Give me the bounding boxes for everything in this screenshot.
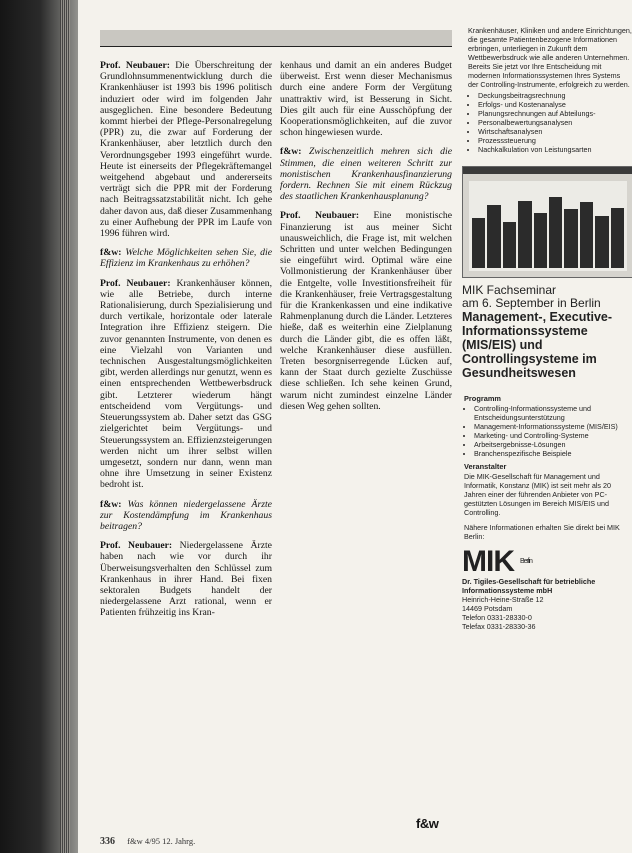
column-2: [280, 60, 452, 420]
journal-page: [78, 0, 632, 853]
list-item: • Erfolgs- und Kostenanalyse: [478, 100, 632, 109]
speaker-name: Prof. Neubauer:: [100, 277, 171, 289]
advertisement: [462, 26, 632, 826]
screenshot-bar: [595, 216, 608, 268]
page-footer: [100, 836, 195, 847]
paragraph-text: kenhaus und damit an ein anderes Budget überweist. Erst wenn dieser Mechanismus durch eine andere Form der Vergütung unattraktiv wird, ist Besserung in Sicht. Dies gilt auch für eine Ausschöpfung der Kooperationsmöglichkeiten, auf die zuvor schon hingewiesen wurde.: [280, 60, 452, 139]
question-lead: f&w:: [100, 247, 122, 259]
screenshot-bar: [580, 202, 593, 268]
organizer-text: Die MIK-Gesellschaft für Management und Informatik, Konstanz (MIK) ist seit mehr als 20 Jahren einer der führenden Anbieter von PC-gestützten Lösungen im Bereich MIS/EIS und Controlling.: [464, 472, 611, 517]
seminar-line-2: am 6. September in Berlin: [462, 296, 601, 310]
more-info-text: Nähere Informationen erhalten Sie direkt bei MIK Berlin:: [464, 523, 620, 541]
paragraph-text: Eine monistische Finanzierung ist aus meiner Sicht unausweichlich, die Frage ist, mit welchen Schritten und unter welchen Bedingungen sie eingeführt wird. Optimal wäre eine Vollmonistierung der Krankenhäuser über die Entgelte, volle Investitionsfreiheit für die Krankenhäuser, freie Vertragsgestaltung für die Krankenkassen und eine indikative Rahmenplanung durch die Länder. Letzteres hieße, daß es weiterhin eine Zielplanung durch die Länder gibt, die es offen läßt, welche Krankenhäuser diese ausfüllen. Treten besorgniserregende Lücken auf, kann der Staat durch gezielte Zuschüsse diese schließen. Ich sehe keinen Grund, warum nicht zumindest einzelne Länder diesen Weg gehen sollten.: [280, 210, 452, 412]
interview-paragraph: [280, 210, 452, 412]
seminar-title: Management-, Executive-Informationssysteme (MIS/EIS) und Controllingsysteme im Gesundheitswesen: [462, 310, 613, 380]
list-item: • Marketing- und Controlling-Systeme: [474, 431, 632, 440]
list-item: • Wirtschaftsanalysen: [478, 127, 632, 136]
paragraph-text: Welche Möglichkeiten sehen Sie, die Effizienz im Krankenhaus zu erhöhen?: [100, 247, 272, 270]
mik-logo-text: MIK: [462, 545, 514, 578]
program-list: [464, 404, 632, 458]
list-item: • Nachkalkulation von Leistungsarten: [478, 145, 632, 154]
list-item: • Prozesssteuerung: [478, 136, 632, 145]
screenshot-bar: [611, 208, 624, 268]
paragraph-text: Niedergelassene Ärzte haben nach wie vor durch ihr Überweisungsverhalten den Schlüssel zum Krankenhaus in ihrer Hand. Bei fixen sektoralen Budgets handelt der niedergelassene Arzt rational, wenn er Patienten frühzeitig ins Kran-: [100, 540, 272, 619]
screenshot-chart: [469, 181, 627, 271]
screenshot-bar: [549, 197, 562, 268]
list-item: • Controlling-Informationssysteme und Entscheidungsunterstützung: [474, 404, 632, 422]
interview-paragraph: [100, 540, 272, 618]
question-lead: f&w:: [280, 146, 302, 158]
screenshot-titlebar: [463, 167, 632, 174]
page-edges: [60, 0, 70, 853]
list-item: • Arbeitsergebnisse-Lösungen: [474, 440, 632, 449]
question-lead: f&w:: [100, 498, 122, 510]
journal-issue: f&w 4/95 12. Jahrg.: [127, 836, 196, 846]
interview-paragraph: [100, 60, 272, 239]
ad-feature-list: [468, 91, 632, 154]
list-item: • Branchenspezifische Beispiele: [474, 449, 632, 458]
interview-paragraph: [280, 60, 452, 138]
ad-address: [462, 577, 632, 631]
company-name: Dr. Tigiles-Gesellschaft für betriebliche Informationssysteme mbH: [462, 577, 596, 595]
mik-logo: [462, 547, 632, 577]
speaker-name: Prof. Neubauer:: [100, 540, 173, 552]
city: 14469 Potsdam: [462, 604, 513, 613]
page-number: 336: [100, 836, 115, 847]
fw-logo: f&w: [416, 816, 439, 831]
speaker-name: Prof. Neubauer:: [280, 210, 360, 222]
interview-question: [280, 146, 452, 202]
interview-paragraph: [100, 278, 272, 491]
screenshot-bar: [564, 209, 577, 268]
phone: Telefon 0331-28330-0: [462, 613, 532, 622]
organizer-heading: Veranstalter: [464, 462, 507, 471]
screenshot-bar: [518, 201, 531, 268]
screenshot-bar: [534, 213, 547, 268]
screenshot-bar: [472, 218, 485, 268]
ad-intro-block: [462, 26, 632, 154]
screenshot-bar: [487, 205, 500, 268]
ad-program: [462, 394, 632, 541]
screenshot-bar: [503, 222, 516, 268]
paragraph-text: Die Überschreitung der Grundlohnsummenentwicklung durch die Krankenhäuser ist 1993 bis 1996 politisch induziert oder wird im folgenden Jahr ausgeglichen. Eine besondere Bedeutung kommt hierbei der Pflege-Personalregelung (PPR) zu, die zwar auf Forderung der Krankenhäuser, aber letztlich durch den Verordnungsgeber 1993 eingeführt wurde. Heute ist einerseits der Pflegekräftemangel weitgehend abgebaut und andererseits verträgt sich die PPR mit der Forderung nach Beitragssatzstabilität nicht. Ich gehe daher davon aus, daß dieser Zusammenhang zu einer Aufhebung der PPR im Laufe von 1996 führen wird.: [100, 60, 272, 240]
list-item: • Management-Informationssysteme (MIS/EIS): [474, 422, 632, 431]
seminar-line-1: MIK Fachseminar: [462, 283, 557, 297]
mik-logo-sub: Berlin: [520, 558, 532, 565]
interview-question: [100, 499, 272, 533]
interview-question: [100, 247, 272, 269]
list-item: • Deckungsbeitragsrechnung: [478, 91, 632, 100]
program-heading: Programm: [464, 394, 501, 403]
software-screenshot: [462, 166, 632, 278]
paragraph-text: Krankenhäuser können, wie alle Betriebe, durch interne Rationalisierung, durch Spezialisierung und durch vertikale, horizontale oder laterale Integration ihre Effizienz steigern. Die zuvor genannten Instrumente, von denen es eine Vielzahl von Varianten und technischen Ausgestaltungsmöglichkeiten gibt, werden allerdings nur genutzt, wenn es einen entsprechenden Wettbewerbsdruck gibt. Letzterer wiederum hängt entscheidend vom Vergütungs- und Steuerungssystem ab. Daher setzt das GSG zielgerichtet beim Vergütungs- und Steuerungssystem an. Effizienzsteigerungen werden nicht um ihrer selbst willen umgesetzt, sondern nur dann, wenn man ohne ihre Umsetzung in seiner Existenz bedroht ist.: [100, 277, 273, 491]
list-item: • Planungsrechnungen auf Abteilungs-: [478, 109, 632, 118]
fax: Telefax 0331-28330-36: [462, 622, 536, 631]
column-1: [100, 60, 272, 627]
ad-intro: Krankenhäuser, Kliniken und andere Einrichtungen, die gesamte Patientenbezogene Informationen erbringen, unterliegen in Zukunft dem Wettbewerbsdruck wie alle anderen Unternehmen. Bereits Sie jetzt vor Ihre Entscheidung mit modernen Informationssystemen Ihres Systems der Controlling-Instrumente, erfolgreich zu werden.: [468, 26, 632, 89]
street: Heinrich-Heine-Straße 12: [462, 595, 544, 604]
paragraph-text: Was können niedergelassene Ärzte zur Kostendämpfung im Krankenhaus beitragen?: [100, 498, 272, 532]
list-item: • Personalbewertungsanalysen: [478, 118, 632, 127]
header-bar: [100, 30, 452, 47]
speaker-name: Prof. Neubauer:: [100, 60, 170, 71]
paragraph-text: Zwischenzeitlich mehren sich die Stimmen, die einen weiteren Schritt zur monistischen Krankenhausfinanzierung fordern. Rechnen Sie mit einem Rückzug des staatlichen Krankenhausplanung?: [280, 146, 452, 203]
